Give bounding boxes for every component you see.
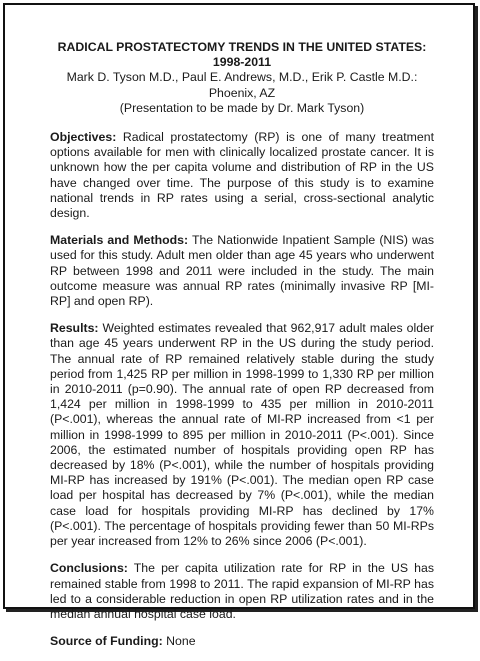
conclusions-label: Conclusions: (50, 561, 128, 576)
author-list: Mark D. Tyson M.D., Paul E. Andrews, M.D., Erik P. Castle M.D.: (66, 70, 418, 85)
abstract-body (50, 40, 434, 661)
objectives-label: Objectives: (50, 130, 117, 145)
results-label: Results: (50, 321, 99, 336)
funding-text: None (162, 634, 196, 649)
author-location: Phoenix, AZ (208, 85, 276, 100)
presenter-note: (Presentation to be made by Dr. Mark Tyson) (119, 100, 365, 115)
methods-text: The Nationwide Inpatient Sample (NIS) was used for this study. Adult men older than age 45 years who underwent RP between 1998 and 2011 were included in the study. The main outcome measure was annual RP rates (minimally invasive RP [MI-RP] and open RP). (50, 233, 434, 309)
abstract-header (50, 40, 434, 116)
results-text: Weighted estimates revealed that 962,917 adult males older than age 45 years underwent RP in the US during the study period. The annual rate of RP remained relatively stable during the study period from 1,425 RP per million in 1998-1999 to 1,330 RP per million in 2010-2011 (p=0.90). The annual rate of open RP decreased from 1,424 per million in 1998-1999 to 435 per million in 2010-2011 (P<.001), whereas the annual rate of MI-RP increased from <1 per million in 1998-1999 to 895 per million in 2010-2011 (P<.001). Since 2006, the estimated number of hospitals providing open RP has decreased by 18% (P<.001), while the number of hospitals providing MI-RP has increased by 191% (P<.001). The median open RP case load per hospital has decreased by 7% (P<.001), while the median case load for hospitals providing MI-RP has declined by 17% (P<.001). The percentage of hospitals providing fewer than 50 MI-RPs per year increased from 12% to 26% since 2006 (P<.001). (50, 321, 434, 549)
funding-section (50, 634, 434, 649)
conclusions-text: The per capita utilization rate for RP in the US has remained stable from 1998 to 2011. The rapid expansion of MI-RP has led to a considerable reduction in open RP utilization rates and in the median annual hospital case load. (50, 561, 434, 621)
abstract-title: RADICAL PROSTATECTOMY TRENDS IN THE UNITED STATES: 1998-2011 (57, 40, 427, 70)
objectives-section (50, 130, 434, 221)
results-section (50, 321, 434, 549)
funding-label: Source of Funding: (50, 634, 163, 649)
methods-label: Materials and Methods: (50, 233, 189, 248)
conclusions-section (50, 561, 434, 622)
objectives-text: Radical prostatectomy (RP) is one of many treatment options available for men with clinically localized prostate cancer. It is unknown how the per capita volume and distribution of RP in the US have changed over time. The purpose of this study is to examine national trends in RP rates using a serial, cross-sectional analytic design. (50, 130, 434, 221)
methods-section (50, 233, 434, 309)
